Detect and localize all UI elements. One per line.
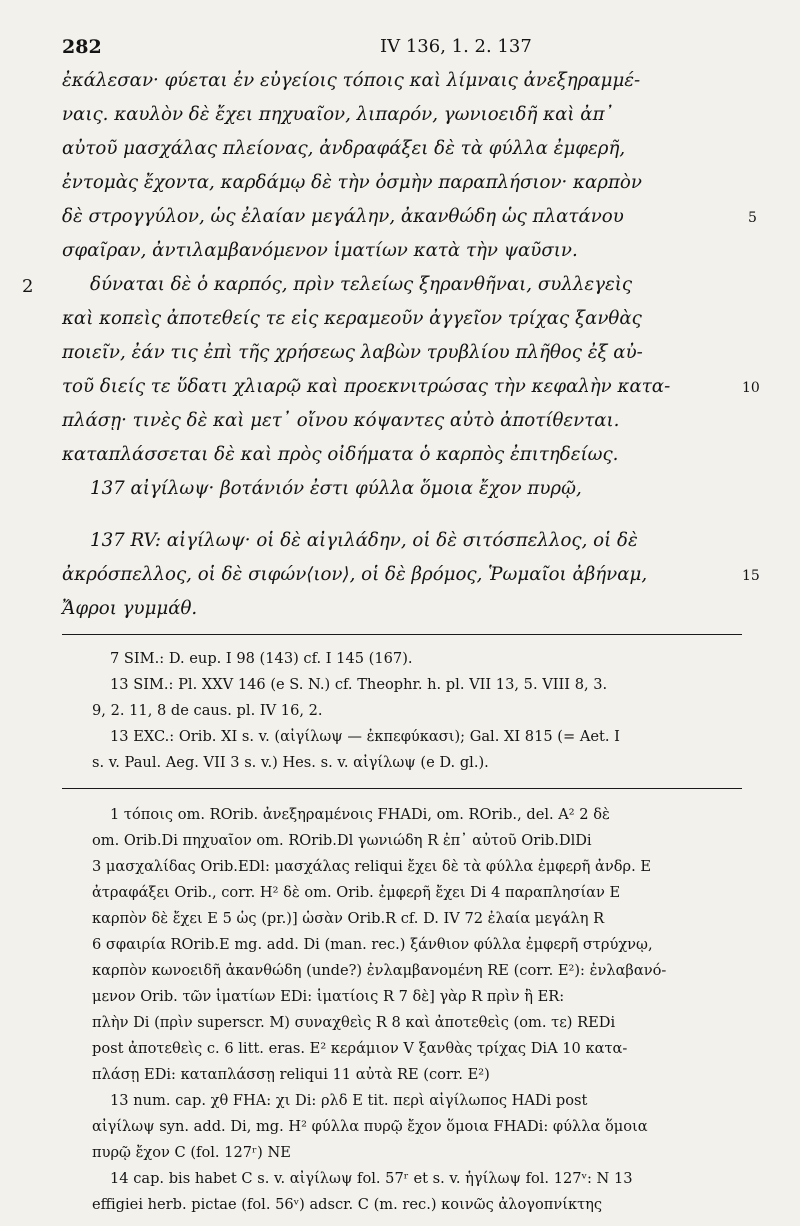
divider-rule <box>62 788 742 789</box>
main-line: δὲ στρογγύλον, ὡς ἐλαίαν μεγάλην, ἀκανθώδη ὡς πλατάνου <box>62 206 624 227</box>
main-line: ἐκάλεσαν· φύεται ἐν εὐγείοις τόποις καὶ λίμναις ἀνεξηραμμέ- <box>62 70 641 91</box>
apparatus-line: καρπὸν κωνοειδῆ ἀκανθώδη (unde?) ἐνλαμβανομένη RE (corr. E²): ἐνλαβανό- <box>92 962 667 979</box>
testimonia-line: 13 SIM.: Pl. XXV 146 (e S. N.) cf. Theophr. h. pl. VII 13, 5. VIII 8, 3. <box>110 676 608 693</box>
entry-137-line: 137 αἰγίλωψ· βοτάνιόν ἐστι φύλλα ὅμοια ἔχον πυρῷ, <box>90 478 582 499</box>
main-line: τοῦ διείς τε ὕδατι χλιαρῷ καὶ προεκνιτρώσας τὴν κεφαλὴν κατα- <box>62 376 671 397</box>
section-number-2: 2 <box>22 276 34 297</box>
main-line: δύναται δὲ ὁ καρπός, πρὶν τελείως ξηρανθῆναι, συλλεγεὶς <box>90 274 633 295</box>
line-number-15: 15 <box>742 568 760 584</box>
main-line: σφαῖραν, ἀντιλαμβανόμενον ἱματίων κατὰ τὴν ψαῦσιν. <box>62 240 578 261</box>
line-number-10: 10 <box>742 380 760 396</box>
apparatus-line: 13 num. cap. χθ FHA: χι Di: ρλδ E tit. περὶ αἰγίλωπος HADi post <box>110 1092 588 1109</box>
apparatus-line: πλάσῃ EDi: καταπλάσσῃ reliqui 11 αὐτὰ RE (corr. E²) <box>92 1066 490 1083</box>
apparatus-line: πλὴν Di (πρὶν superscr. M) συναχθεὶς R 8 καὶ ἀποτεθεὶς (om. τε) REDi <box>92 1014 616 1031</box>
testimonia-line: s. v. Paul. Aeg. VII 3 s. v.) Hes. s. v. αἰγίλωψ (e D. gl.). <box>92 754 489 771</box>
apparatus-line: 6 σφαιρία ROrib.E mg. add. Di (man. rec.) ξάνθιον φύλλα ἐμφερῆ στρύχνῳ, <box>92 936 653 953</box>
apparatus-line: 1 τόποις om. ROrib. ἀνεξηραμένοις FHADi, om. ROrib., del. A² 2 δὲ <box>110 806 610 823</box>
apparatus-line: ἀτραφάξει Orib., corr. H² δὲ om. Orib. ἐμφερῆ ἔχει Di 4 παραπλησίαν E <box>92 884 621 901</box>
apparatus-line: μενον Orib. τῶν ἱματίων EDi: ἱματίοις R 7 δὲ] γὰρ R πρὶν ἢ ER: <box>92 988 565 1005</box>
page-header <box>62 36 742 60</box>
apparatus-line: καρπὸν δὲ ἔχει E 5 ὡς (pr.)] ὡσὰν Orib.R cf. D. IV 72 ἐλαία μεγάλη R <box>92 910 605 927</box>
apparatus-line: post ἀποτεθεὶς c. 6 litt. eras. E² κεράμιον V ξανθὰς τρίχας DiA 10 κατα- <box>92 1040 628 1057</box>
testimonia-line: 13 EXC.: Orib. XI s. v. (αἰγίλωψ — ἐκπεφύκασι); Gal. XI 815 (= Aet. I <box>110 728 620 745</box>
apparatus-line: πυρῷ ἔχον C (fol. 127ʳ) NE <box>92 1144 291 1161</box>
main-line: ναις. καυλὸν δὲ ἔχει πηχυαῖον, λιπαρόν, γωνιοειδῆ καὶ ἀπ᾽ <box>62 104 614 125</box>
testimonia-line: 7 SIM.: D. eup. I 98 (143) cf. I 145 (167). <box>110 650 413 667</box>
line-number-5: 5 <box>748 210 757 226</box>
divider-rule <box>62 634 742 635</box>
apparatus-line: om. Orib.Di πηχυαῖον om. ROrib.Dl γωνιώδη R ἐπ᾽ αὐτοῦ Orib.DlDi <box>92 832 592 849</box>
main-line: καὶ κοπεὶς ἀποτεθείς τε εἰς κεραμεοῦν ἀγγεῖον τρίχας ξανθὰς <box>62 308 642 329</box>
apparatus-line: 14 cap. bis habet C s. v. αἰγίλωψ fol. 57ʳ et s. v. ἡγίλωψ fol. 127ᵛ: N 13 <box>110 1170 633 1187</box>
main-line: ἐντομὰς ἔχοντα, καρδάμῳ δὲ τὴν ὀσμὴν παραπλήσιον· καρπὸν <box>62 172 642 193</box>
apparatus-line: 3 μασχαλίδας Orib.EDl: μασχάλας reliqui ἔχει δὲ τὰ φύλλα ἐμφερῆ ἀνδρ. E <box>92 858 652 875</box>
main-line: αὐτοῦ μασχάλας πλείονας, ἀνδραφάξει δὲ τὰ φύλλα ἐμφερῆ, <box>62 138 626 159</box>
apparatus-line: effigiei herb. pictae (fol. 56ᵛ) adscr. C (m. rec.) κοινῶς ἀλογοπνίκτης <box>92 1196 603 1213</box>
main-line: ποιεῖν, ἐάν τις ἐπὶ τῆς χρήσεως λαβὼν τρυβλίου πλῆθος ἐξ αὐ- <box>62 342 643 363</box>
testimonia-line: 9, 2. 11, 8 de caus. pl. IV 16, 2. <box>92 702 323 719</box>
synonyms-line: Ἄφροι γυμμάθ. <box>62 598 198 619</box>
main-line: πλάσῃ· τινὲς δὲ καὶ μετ᾽ οἴνου κόψαντες αὐτὸ ἀποτίθενται. <box>62 410 620 431</box>
running-head: IV 136, 1. 2. 137 <box>380 36 532 57</box>
page-number: 282 <box>62 36 102 58</box>
synonyms-line: 137 RV: αἰγίλωψ· οἱ δὲ αἰγιλάδην, οἱ δὲ σιτόσπελλος, οἱ δὲ <box>90 530 638 551</box>
main-line: καταπλάσσεται δὲ καὶ πρὸς οἰδήματα ὁ καρπὸς ἐπιτηδείως. <box>62 444 619 465</box>
synonyms-line: ἀκρόσπελλος, οἱ δὲ σιφών⟨ιον⟩, οἱ δὲ βρόμος, Ῥωμαῖοι ἀβήναμ, <box>62 564 648 585</box>
apparatus-line: αἰγίλωψ syn. add. Di, mg. H² φύλλα πυρῷ ἔχον ὅμοια FHADi: φύλλα ὅμοια <box>92 1118 648 1135</box>
